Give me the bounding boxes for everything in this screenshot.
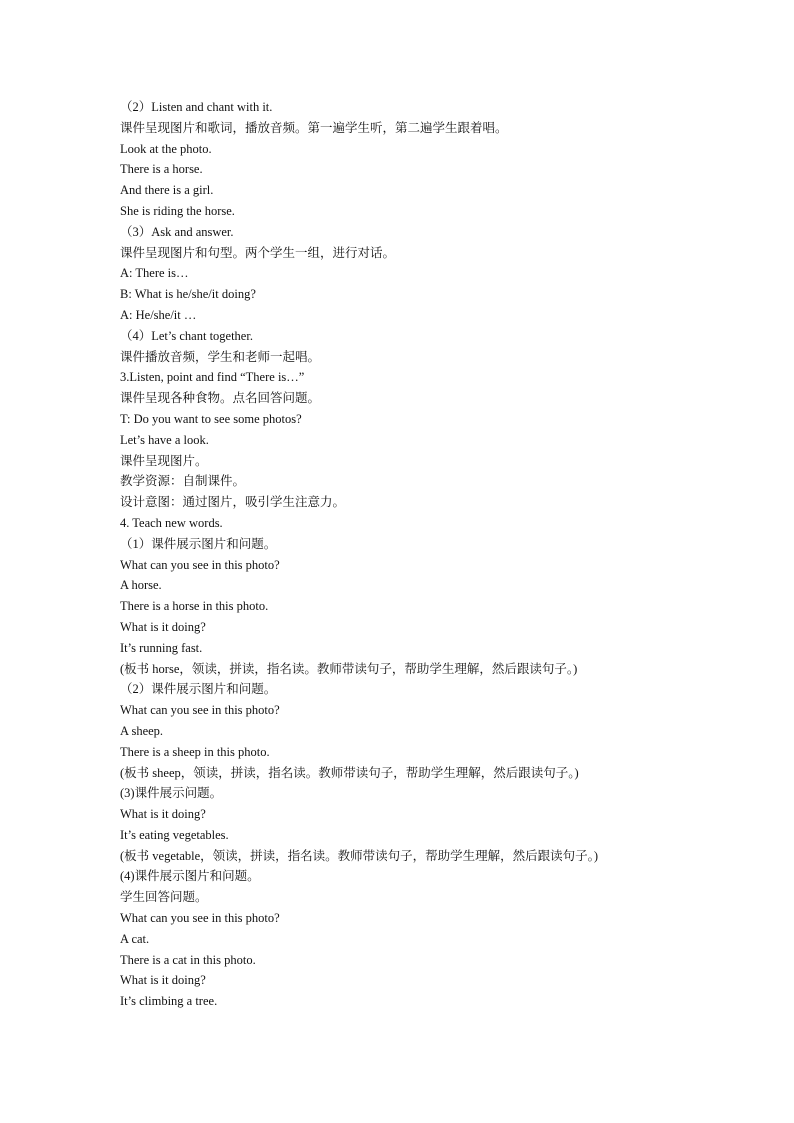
text-line: There is a horse in this photo. (120, 599, 269, 614)
text-line: 课件呈现图片和歌词，播放音频。第一遍学生听，第二遍学生跟着唱。 (120, 120, 508, 135)
text-line: 课件播放音频，学生和老师一起唱。 (120, 349, 321, 364)
text-line: She is riding the horse. (120, 203, 235, 218)
text-line: （2）Listen and chant with it. (120, 100, 273, 114)
text-line: 教学资源：自制课件。 (120, 474, 246, 489)
text-line: A horse. (120, 578, 162, 593)
text-line: And there is a girl. (120, 183, 214, 198)
text-line: Let’s have a look. (120, 432, 209, 447)
text-line: Look at the photo. (120, 141, 212, 156)
text-line: （2）课件展示图片和问题。 (120, 682, 277, 697)
text-line: A: He/she/it … (120, 307, 197, 322)
text-line: 课件呈现图片和句型。两个学生一组，进行对话。 (120, 245, 396, 260)
text-line: (4)课件展示图片和问题。 (120, 869, 260, 884)
text-line: A: There is… (120, 266, 189, 281)
text-line: T: Do you want to see some photos? (120, 411, 302, 426)
text-line: What is it doing? (120, 973, 206, 988)
text-line: 课件呈现各种食物。点名回答问题。 (120, 391, 321, 406)
text-line: 学生回答问题。 (120, 890, 208, 905)
text-line: What can you see in this photo? (120, 557, 280, 572)
text-line: A cat. (120, 931, 150, 946)
text-line: (板书 horse，领读，拼读，指名读。教师带读句子，帮助学生理解，然后跟读句子。) (120, 661, 578, 676)
text-line: （1）课件展示图片和问题。 (120, 536, 277, 551)
document-body (120, 97, 720, 1012)
text-line: 设计意图：通过图片，吸引学生注意力。 (120, 495, 346, 510)
text-line: What can you see in this photo? (120, 703, 280, 718)
text-line: There is a horse. (120, 162, 203, 177)
text-line: （3）Ask and answer. (120, 224, 234, 239)
text-line: There is a sheep in this photo. (120, 744, 270, 759)
text-line: 课件呈现图片。 (120, 453, 208, 468)
text-line: It’s running fast. (120, 640, 203, 655)
text-line: B: What is he/she/it doing? (120, 287, 256, 302)
text-line: (板书 vegetable，领读，拼读，指名读。教师带读句子，帮助学生理解，然后跟读句子。) (120, 848, 599, 863)
text-line: What is it doing? (120, 807, 206, 822)
text-line: 3.Listen, point and find “There is…” (120, 370, 305, 385)
text-line: It’s eating vegetables. (120, 827, 229, 842)
text-line: A sheep. (120, 723, 164, 738)
text-line: 4. Teach new words. (120, 515, 223, 530)
text-line: It’s climbing a tree. (120, 994, 218, 1009)
text-line: （4）Let’s chant together. (120, 328, 253, 343)
text-line: (3)课件展示问题。 (120, 786, 223, 801)
text-line: (板书 sheep，领读，拼读，指名读。教师带读句子，帮助学生理解，然后跟读句子。) (120, 765, 579, 780)
text-line: What is it doing? (120, 619, 206, 634)
text-line: What can you see in this photo? (120, 911, 280, 926)
text-line: There is a cat in this photo. (120, 952, 256, 967)
